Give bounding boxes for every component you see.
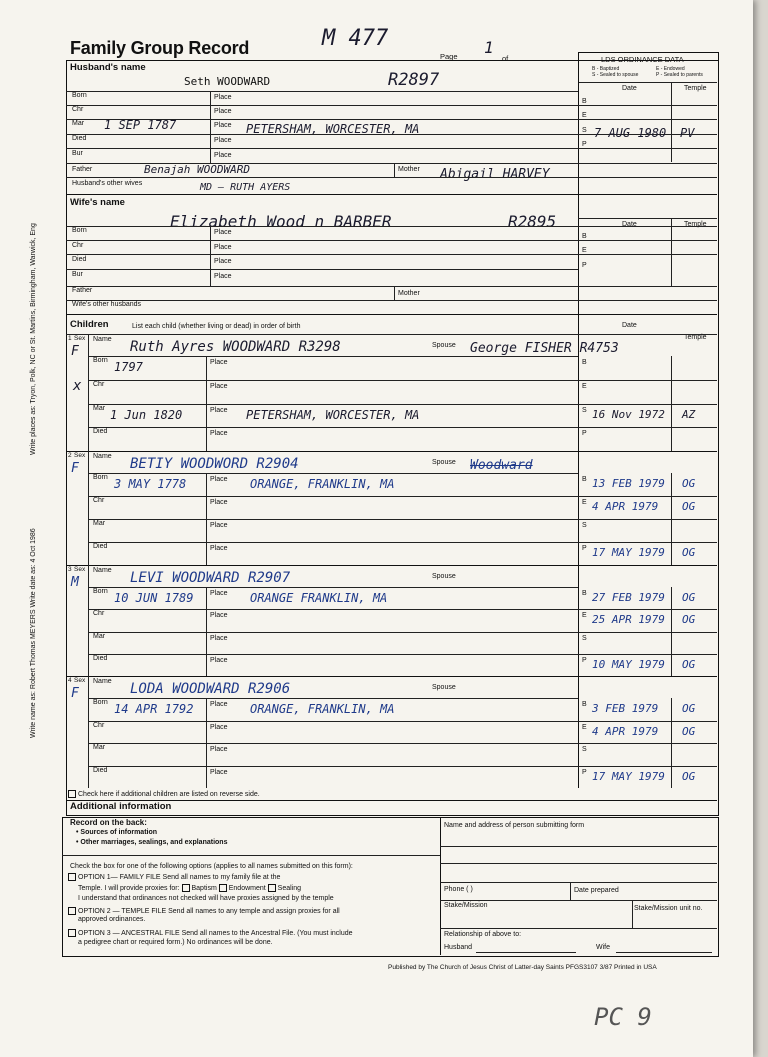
child-mar-place-label: Place <box>210 746 228 753</box>
child-s-label: S <box>582 522 587 529</box>
husband-mar-place-label: Place <box>214 122 232 129</box>
check-additional-children[interactable] <box>68 790 260 798</box>
children-note: List each child (whether living or dead) in order of birth <box>132 323 301 330</box>
child-s-temple: AZ <box>682 407 696 421</box>
relationship-husband-label: Husband <box>444 944 473 951</box>
wife-father-label: Father <box>72 287 93 294</box>
child-b-label: B <box>582 476 587 483</box>
date-col-header: Date <box>622 85 637 92</box>
children-label: Children <box>70 319 109 330</box>
child-born-date: 10 JUN 1789 <box>114 591 194 605</box>
sealing-checkbox[interactable] <box>268 884 276 892</box>
husband-e-label: E <box>582 112 587 119</box>
husband-father-label: Father <box>72 166 93 173</box>
child-born-place-label: Place <box>210 476 228 483</box>
child-born-place: ORANGE FRANKLIN, MA <box>250 591 388 605</box>
option-2-text: OPTION 2 — TEMPLE FILE Send all names to any temple and assign proxies for all <box>78 907 340 915</box>
child-mar-label: Mar <box>93 520 106 527</box>
child-sex-label: Sex <box>74 452 86 459</box>
publisher-note: Published by The Church of Jesus Christ of Latter-day Saints PFGS3107 3/87 Printed in USA <box>388 964 657 971</box>
husband-name: Seth WOODWARD <box>184 75 271 88</box>
child-p-label: P <box>582 768 587 776</box>
child-s-label: S <box>582 634 587 642</box>
other-marriages-text: Other marriages, sealings, and explanations <box>80 839 228 846</box>
check-additional-label: Check here if additional children are listed on reverse side. <box>78 790 260 798</box>
child-born-label: Born <box>93 699 108 706</box>
option-1-note: I understand that ordinances not checked will have proxies assigned by the temple <box>78 895 334 902</box>
wife-name: Elizabeth Wood n BARBER <box>170 212 392 231</box>
child-born-label: Born <box>93 474 108 481</box>
child-name-label: Name <box>93 453 112 460</box>
husband-mar-label: Mar <box>72 120 85 127</box>
date-prepared-label: Date prepared <box>574 887 619 894</box>
child-sex: M <box>71 575 79 590</box>
wife-other-husbands-label: Wife's other husbands <box>72 301 142 308</box>
husband-died-label: Died <box>72 135 87 142</box>
child-died-label: Died <box>93 543 108 550</box>
husband-father: Benajah WOODWARD <box>144 163 250 176</box>
child-b-temple: OG <box>682 591 696 604</box>
option-1-text: OPTION 1— FAMILY FILE Send all names to my family file at the <box>78 873 281 881</box>
wife-chr-place-label: Place <box>214 244 232 251</box>
child-died-place-label: Place <box>210 768 228 776</box>
child-died-place-label: Place <box>210 430 228 438</box>
stake-mission-label: Stake/Mission <box>444 902 488 909</box>
child-died-place-label: Place <box>210 656 228 664</box>
child-b-label: B <box>582 701 587 708</box>
child-chr-label: Chr <box>93 610 105 618</box>
child-born-place: ORANGE, FRANKLIN, MA <box>250 702 395 716</box>
child-e-label: E <box>582 723 587 731</box>
child-number: 4 <box>68 677 72 684</box>
baptism-checkbox[interactable] <box>182 884 190 892</box>
option-3-note: a pedigree chart or required form.) No ordinances will be done. <box>78 939 273 946</box>
child-name: LODA WOODWARD R2906 <box>130 681 291 697</box>
child-name-label: Name <box>93 567 112 574</box>
sealing-label: Sealing <box>277 884 302 892</box>
names-dates-instruction: Write name as: Robert Thomas MEYERS Write date as: 4 Oct 1986 <box>30 528 37 738</box>
child-born-place: ORANGE, FRANKLIN, MA <box>250 477 395 491</box>
child-b-temple: OG <box>682 477 696 490</box>
child-born-place-label: Place <box>210 701 228 708</box>
option-1[interactable] <box>68 873 280 881</box>
child-number: 3 <box>68 566 72 573</box>
child-spouse-label: Spouse <box>432 573 456 580</box>
child-chr-place-label: Place <box>210 499 228 506</box>
sources-item: • Sources of information <box>76 829 158 836</box>
ordinance-key-p: P - Sealed to parents <box>656 72 703 78</box>
child-number: 1 <box>68 335 72 342</box>
husband-p-label: P <box>582 141 587 148</box>
child-sex-label: Sex <box>74 566 86 573</box>
child-sex: F <box>71 686 79 701</box>
child-b-date: 27 FEB 1979 <box>592 591 665 604</box>
husband-born-label: Born <box>72 92 87 99</box>
child-p-date: 10 MAY 1979 <box>592 657 665 671</box>
child-mar-place: PETERSHAM, WORCESTER, MA <box>246 407 420 422</box>
child-sex-label: Sex <box>74 335 86 342</box>
additional-info-label: Additional information <box>70 801 172 812</box>
husband-mother-label: Mother <box>398 166 420 173</box>
wife-date-col: Date <box>622 221 637 228</box>
child-sex: F <box>71 344 79 359</box>
child-spouse: Woodward <box>470 458 533 473</box>
child-e-date: 4 APR 1979 <box>592 500 659 513</box>
child-b-label: B <box>582 359 587 366</box>
child-p-label: P <box>582 656 587 664</box>
of-label: of <box>502 54 509 63</box>
husband-chr-place-label: Place <box>214 108 232 115</box>
wife-born-label: Born <box>72 227 87 234</box>
child-mar-place-label: Place <box>210 522 228 529</box>
child-e-label: E <box>582 499 587 506</box>
child-s-date: 16 Nov 1972 <box>592 407 665 421</box>
child-chr-label: Chr <box>93 380 105 388</box>
child-p-date: 17 MAY 1979 <box>592 769 665 783</box>
option-3[interactable] <box>68 929 353 937</box>
ordinance-key-b: B - Baptized <box>592 66 620 72</box>
husband-s-date: 7 AUG 1980 <box>594 126 667 140</box>
child-b-temple: OG <box>682 702 696 715</box>
child-spouse-label: Spouse <box>432 684 456 691</box>
child-name: BETIY WOODWORD R2904 <box>130 456 299 472</box>
child-e-temple: OG <box>682 613 696 627</box>
child-died-label: Died <box>93 428 108 436</box>
wife-bur-place-label: Place <box>214 273 232 280</box>
page-number: 1 <box>484 38 494 57</box>
submitter-label: Name and address of person submitting form <box>444 822 585 829</box>
child-mar-place-label: Place <box>210 406 228 414</box>
children-temple-col: Temple <box>684 334 707 341</box>
child-chr-place-label: Place <box>210 382 228 390</box>
record-on-back-label: Record on the back: <box>70 818 147 827</box>
husband-other-wives: MD — RUTH AYERS <box>200 182 291 193</box>
child-p-temple: OG <box>682 657 696 671</box>
wife-p-label: P <box>582 262 587 269</box>
child-mar-label: Mar <box>93 404 106 412</box>
child-s-label: S <box>582 406 587 414</box>
husband-mar-date: 1 SEP 1787 <box>104 118 177 132</box>
child-born-date: 1797 <box>114 360 143 374</box>
wife-born-place-label: Place <box>214 229 232 236</box>
child-mar-label: Mar <box>93 744 106 751</box>
child-born-date: 14 APR 1792 <box>114 702 194 716</box>
husband-other-wives-label: Husband's other wives <box>72 180 143 187</box>
child-e-temple: OG <box>682 500 696 513</box>
child-b-date: 13 FEB 1979 <box>592 477 665 490</box>
child-p-label: P <box>582 430 587 438</box>
wife-died-label: Died <box>72 256 87 263</box>
child-died-label: Died <box>93 654 108 662</box>
husband-b-label: B <box>582 98 587 105</box>
wife-died-place-label: Place <box>214 258 232 265</box>
child-p-temple: OG <box>682 546 696 559</box>
child-died-label: Died <box>93 766 108 774</box>
other-marriages-item: • Other marriages, sealings, and explanations <box>76 839 228 846</box>
wife-b-label: B <box>582 233 587 240</box>
child-spouse-label: Spouse <box>432 459 456 466</box>
child-chr-label: Chr <box>93 721 105 729</box>
husband-born-place-label: Place <box>214 94 232 101</box>
husband-bur-label: Bur <box>72 150 83 157</box>
child-sex-label: Sex <box>74 677 86 684</box>
form-title: Family Group Record <box>70 38 250 58</box>
reference-number: M 477 <box>322 26 389 51</box>
sources-text: Sources of information <box>80 829 158 836</box>
child-died-place-label: Place <box>210 545 228 552</box>
option-1-proxies <box>78 884 301 892</box>
child-spouse: George FISHER R4753 <box>470 341 619 356</box>
child-p-temple: OG <box>682 769 696 783</box>
ordinance-key-e: E - Endowed <box>656 66 685 72</box>
child-spouse-label: Spouse <box>432 342 456 349</box>
husband-died-place-label: Place <box>214 137 232 144</box>
wifes-name-label: Wife's name <box>70 197 125 208</box>
child-sex: F <box>71 461 79 476</box>
child-name: LEVI WOODWARD R2907 <box>130 570 291 586</box>
option-3-text: OPTION 3 — ANCESTRAL FILE Send all names to the Ancestral File. (You must include <box>78 929 353 937</box>
child-born-label: Born <box>93 588 108 595</box>
option-1-temple-text: Temple. I will provide proxies for: <box>78 884 180 892</box>
wife-e-label: E <box>582 247 587 254</box>
husband-chr-label: Chr <box>72 106 84 113</box>
child-name-label: Name <box>93 336 112 343</box>
endowment-label: Endowment <box>228 884 266 892</box>
child-name: Ruth Ayres WOODWARD R3298 <box>130 339 341 355</box>
children-date-col: Date <box>622 322 637 329</box>
child-b-date: 3 FEB 1979 <box>592 702 659 715</box>
child-s-label: S <box>582 746 587 753</box>
wife-mother-label: Mother <box>398 290 420 297</box>
page-label: Page <box>440 52 458 61</box>
husband-bur-place-label: Place <box>214 152 232 159</box>
relationship-label: Relationship of above to: <box>444 931 522 938</box>
husband-mother: Abigail HARVEY <box>440 167 550 182</box>
husband-s-label: S <box>582 127 587 134</box>
baptism-label: Baptism <box>191 884 217 892</box>
child-mar-place-label: Place <box>210 634 228 642</box>
child-chr-place-label: Place <box>210 612 228 620</box>
wife-ref: R2895 <box>508 212 557 231</box>
child-chr-place-label: Place <box>210 723 228 731</box>
husbands-name-label: Husband's name <box>70 62 146 73</box>
endowment-checkbox[interactable] <box>219 884 227 892</box>
ordinance-title: LDS ORDINANCE DATA <box>601 55 684 64</box>
option-2-note: approved ordinances. <box>78 916 146 923</box>
relationship-wife-label: Wife <box>596 944 610 951</box>
stake-unit-label: Stake/Mission unit no. <box>634 905 703 912</box>
child-e-label: E <box>582 612 587 620</box>
child-e-date: 25 APR 1979 <box>592 613 665 627</box>
child-x-mark: x <box>73 378 82 394</box>
husband-s-temple: PV <box>680 126 695 140</box>
child-mar-date: 1 Jun 1820 <box>110 407 183 422</box>
wife-chr-label: Chr <box>72 242 84 249</box>
places-instruction: Write places as: Tryon, Polk, NC or St. Martins, Birmingham, Warwick, Eng <box>30 223 37 455</box>
wife-temple-col: Temple <box>684 221 707 228</box>
child-e-temple: OG <box>682 724 696 738</box>
phone-label: Phone ( ) <box>444 886 473 893</box>
child-p-date: 17 MAY 1979 <box>592 546 665 559</box>
child-b-label: B <box>582 590 587 597</box>
child-born-label: Born <box>93 357 108 364</box>
check-box-note: Check the box for one of the following options (applies to all names submitted on this form): <box>70 863 353 870</box>
husband-ref: R2897 <box>388 70 440 90</box>
child-born-date: 3 MAY 1778 <box>114 477 187 491</box>
sheet-note: PC 9 <box>594 1003 652 1031</box>
child-e-label: E <box>582 382 587 390</box>
child-born-place-label: Place <box>210 359 228 366</box>
husband-mar-place: PETERSHAM, WORCESTER, MA <box>246 122 420 136</box>
child-number: 2 <box>68 452 72 459</box>
ordinance-key-s: S - Sealed to spouse <box>592 72 639 78</box>
child-e-date: 4 APR 1979 <box>592 724 659 738</box>
child-mar-label: Mar <box>93 632 106 640</box>
temple-col-header: Temple <box>684 85 707 92</box>
child-name-label: Name <box>93 678 112 685</box>
child-p-label: P <box>582 545 587 552</box>
child-born-place-label: Place <box>210 590 228 597</box>
option-2[interactable] <box>68 907 340 915</box>
wife-bur-label: Bur <box>72 271 83 278</box>
child-chr-label: Chr <box>93 497 105 504</box>
